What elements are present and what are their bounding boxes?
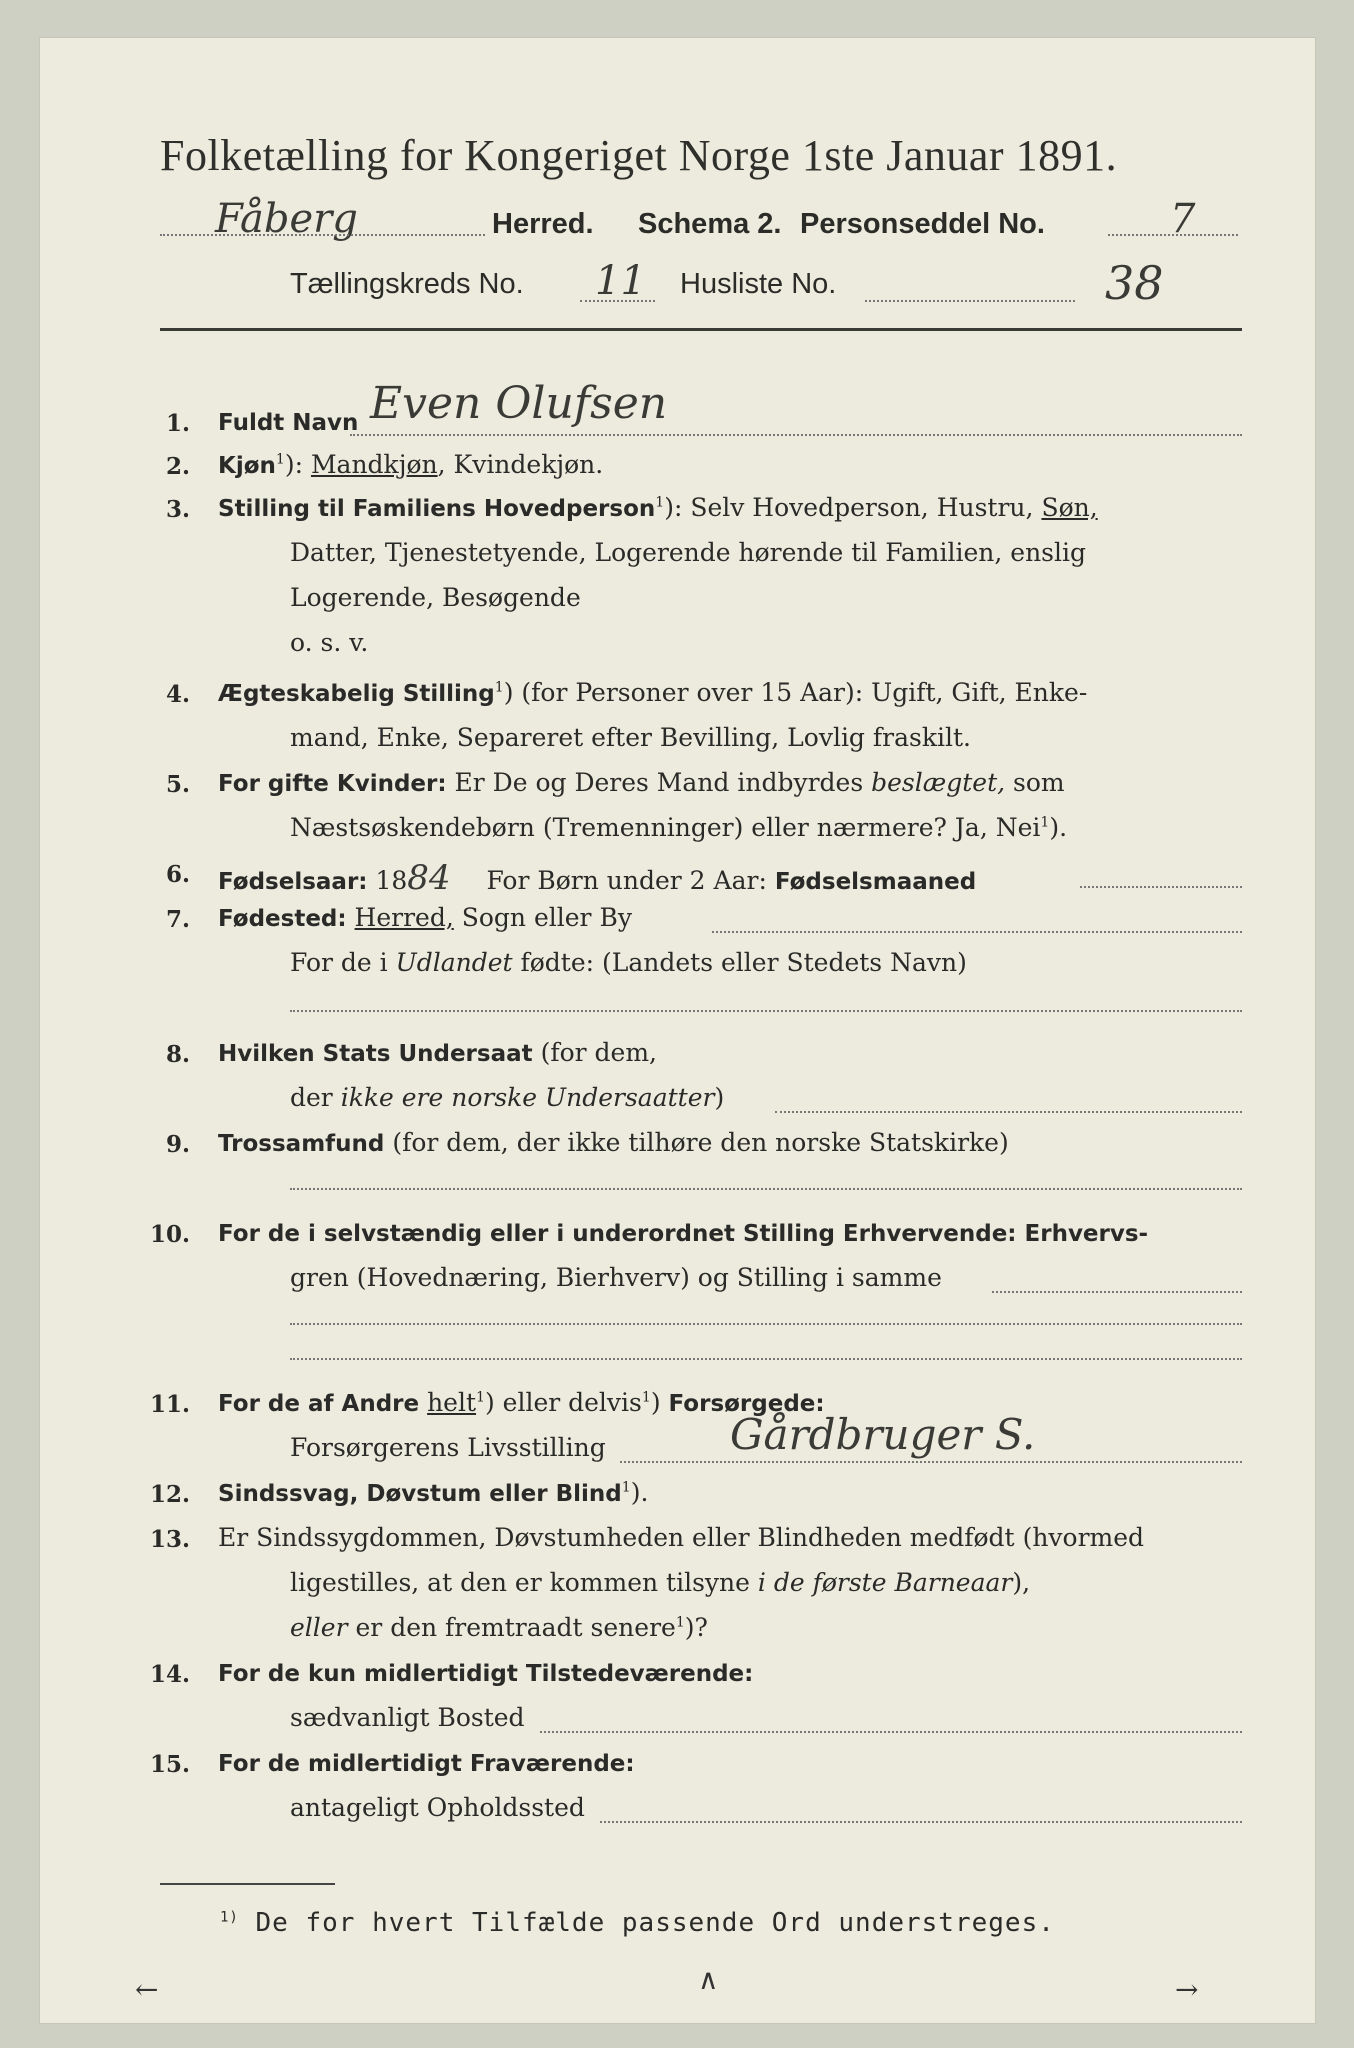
q7-line2 <box>290 948 967 977</box>
footnote <box>220 1908 1055 1938</box>
q12-line: Sindssvag, Døvstum eller Blind$^1$). <box>218 1478 649 1507</box>
q7-line2b: fødte: (Landets eller Stedets Navn) <box>520 948 967 977</box>
q15-line1 <box>218 1748 635 1777</box>
q7-number: 7. <box>165 906 190 933</box>
footnote-rule <box>160 1883 335 1885</box>
q2-line: Kjøn$^1$): Mandkjøn, Kvindekjøn. <box>218 450 604 479</box>
q9-line <box>218 1128 1009 1157</box>
q15-label: For de midlertidigt Fraværende: <box>218 1751 635 1777</box>
q9-number: 9. <box>165 1131 190 1158</box>
q11-number: 11. <box>149 1391 190 1418</box>
q13-line3: eller er den fremtraadt senere$^1$)? <box>290 1613 708 1642</box>
q6-rest: For Børn under 2 Aar: <box>486 866 767 895</box>
q1-dotted-line <box>350 434 1242 436</box>
q5-end: som <box>1013 768 1065 797</box>
q8-line1 <box>218 1038 657 1067</box>
q11-line1: For de af Andre helt$^1$) eller delvis$^1$) Forsørgede: <box>218 1388 825 1417</box>
q7-dotted-line <box>712 931 1242 933</box>
q7-line2a: For de i <box>290 948 388 977</box>
footnote-mark: 1) <box>220 1909 239 1926</box>
q6-prefix: 18 <box>375 866 408 895</box>
herred-dotted-line <box>160 234 485 236</box>
q11-rest: eller delvis <box>502 1388 642 1417</box>
husliste-label: Husliste No. <box>680 268 837 300</box>
q6-number: 6. <box>165 861 190 888</box>
schema-label: Schema 2. <box>638 208 782 240</box>
q12-label: Sindssvag, Døvstum eller Blind <box>218 1481 622 1507</box>
q14-line2: sædvanligt Bosted <box>290 1703 525 1732</box>
q5-line1 <box>218 768 1065 797</box>
q1-number: 1. <box>165 410 190 437</box>
q15-line2: antageligt Opholdssted <box>290 1793 585 1822</box>
q4-line2: mand, Enke, Separeret efter Bevilling, Lovlig fraskilt. <box>290 723 971 752</box>
q3-selected-son: Søn, <box>1041 493 1098 522</box>
header-rule <box>160 328 1242 331</box>
q13-rest: (hvormed <box>1022 1523 1145 1552</box>
q9-label: Trossamfund <box>218 1131 385 1157</box>
q7-dotted-line-2 <box>290 1010 1242 1012</box>
q3-options: Selv Hovedperson, Hustru, <box>690 493 1034 522</box>
q3-sup: 1 <box>655 494 665 511</box>
q2-option-kvindekjon: Kvindekjøn. <box>453 450 604 479</box>
q13-line2-text: ligestilles, at den er kommen tilsyne <box>290 1568 750 1597</box>
q10-label: For de i selvstændig eller i underordnet Stilling Erhvervende: Erhvervs- <box>218 1221 1149 1247</box>
q3-line4: o. s. v. <box>290 628 369 657</box>
q5-rest: Er De og Deres Mand indbyrdes <box>454 768 864 797</box>
q10-line1 <box>218 1218 1148 1247</box>
q7-selected-herred: Herred, <box>354 903 454 932</box>
q11-value: Gårdbruger S. <box>730 1410 1036 1459</box>
census-form-sheet <box>40 38 1315 2023</box>
kreds-label: Tællingskreds No. <box>290 268 524 300</box>
q11-label: For de af Andre <box>218 1391 420 1417</box>
q4-sup: 1 <box>494 679 504 696</box>
q11-line2: Forsørgerens Livsstilling <box>290 1433 606 1462</box>
herred-value: Fåberg <box>215 196 358 242</box>
footnote-text: De for hvert Tilfælde passende Ord understreges. <box>255 1908 1055 1938</box>
q7-line2-italic: Udlandet <box>395 948 513 977</box>
husliste-dotted-line <box>865 300 1075 302</box>
q5-line2: Næstsøskendebørn (Tremenninger) eller nærmere? Ja, Nei$^1$). <box>290 813 1068 842</box>
q8-rest: (for dem, <box>540 1038 657 1067</box>
kreds-dotted-line <box>580 300 655 302</box>
q5-line2-text: Næstsøskendebørn (Tremenninger) eller nærmere? Ja, Nei <box>290 813 1041 842</box>
corner-mark-left: ← <box>135 1973 159 2006</box>
q1-label: Fuldt Navn <box>218 410 359 436</box>
q8-line2a: der <box>290 1083 333 1112</box>
q5-number: 5. <box>165 771 190 798</box>
q6-label: Fødselsaar: <box>218 869 368 895</box>
q10-dotted-line <box>992 1291 1242 1293</box>
q14-line1 <box>218 1658 753 1687</box>
corner-mark-right: → <box>1175 1973 1199 2006</box>
q12-number: 12. <box>149 1481 190 1508</box>
q13-label: Er Sindssygdommen, Døvstumheden eller Blindheden medfødt <box>218 1523 1015 1552</box>
q6-dotted-line <box>1080 886 1242 888</box>
q2-option-mandkjon: Mandkjøn <box>310 450 438 479</box>
q3-line3: Logerende, Besøgende <box>290 583 581 612</box>
q11-dotted-line <box>620 1461 1242 1463</box>
q10-line2: gren (Hovednæring, Bierhverv) og Stilling i samme <box>290 1263 942 1292</box>
q8-line2-italic: ikke ere norske Undersaatter <box>340 1083 715 1112</box>
q5-italic: beslægtet, <box>871 768 1006 797</box>
q7-label: Fødested: <box>218 906 347 932</box>
q6-bold: Fødselsmaaned <box>774 869 977 895</box>
q2-number: 2. <box>165 453 190 480</box>
husliste-value: 38 <box>1105 256 1164 310</box>
q15-number: 15. <box>149 1751 190 1778</box>
q6-line <box>218 858 976 898</box>
q9-dotted-line <box>290 1188 1242 1190</box>
q2-label: Kjøn <box>218 453 276 479</box>
q11-selected-helt: helt <box>427 1388 477 1417</box>
q3-line1: Stilling til Familiens Hovedperson$^1$): Selv Hovedperson, Hustru, Søn, <box>218 493 1098 522</box>
q8-dotted-line <box>775 1111 1242 1113</box>
q13-line3-text: er den fremtraadt senere <box>355 1613 676 1642</box>
q7-line1 <box>218 903 632 932</box>
q8-label: Hvilken Stats Undersaat <box>218 1041 533 1067</box>
personseddel-label: Personseddel No. <box>800 208 1045 240</box>
q14-dotted-line <box>540 1731 1242 1733</box>
q13-number: 13. <box>149 1526 190 1553</box>
q14-label: For de kun midlertidigt Tilstedeværende: <box>218 1661 754 1687</box>
personseddel-value: 7 <box>1170 196 1196 242</box>
q13-line2-italic: i de første Barneaar <box>757 1568 1013 1597</box>
q4-line1: Ægteskabelig Stilling$^1$) (for Personer over 15 Aar): Ugift, Gift, Enke- <box>218 678 1088 707</box>
q6-year-value: 84 <box>407 858 451 898</box>
q10-dotted-line-2 <box>290 1323 1242 1325</box>
q3-line2: Datter, Tjenestetyende, Logerende hørende til Familien, enslig <box>290 538 1087 567</box>
q8-line2: der ikke ere norske Undersaatter) <box>290 1083 725 1112</box>
herred-label: Herred. <box>492 208 594 240</box>
q13-line2: ligestilles, at den er kommen tilsyne i de første Barneaar), <box>290 1568 1031 1597</box>
q14-number: 14. <box>149 1661 190 1688</box>
corner-mark-center: ∧ <box>698 1963 719 1996</box>
q1-name-value: Even Olufsen <box>370 378 668 429</box>
q10-number: 10. <box>149 1221 190 1248</box>
q9-rest: (for dem, der ikke tilhøre den norske Statskirke) <box>392 1128 1009 1157</box>
form-title: Folketælling for Kongeriget Norge 1ste Januar 1891. <box>160 131 1118 180</box>
q15-dotted-line <box>600 1821 1242 1823</box>
q13-line1 <box>218 1523 1144 1552</box>
q3-number: 3. <box>165 496 190 523</box>
q5-label: For gifte Kvinder: <box>218 771 447 797</box>
q2-sup: 1 <box>275 451 285 468</box>
q4-label: Ægteskabelig Stilling <box>218 681 495 707</box>
q3-label: Stilling til Familiens Hovedperson <box>218 496 656 522</box>
q11-bold: Forsørgede: <box>668 1391 825 1417</box>
q7-rest: Sogn eller By <box>461 903 632 932</box>
q8-number: 8. <box>165 1041 190 1068</box>
q13-line3-italic: eller <box>290 1613 348 1642</box>
q4-rest: (for Personer over 15 Aar): Ugift, Gift, Enke- <box>521 678 1088 707</box>
q10-dotted-line-3 <box>290 1358 1242 1360</box>
kreds-value: 11 <box>595 258 646 304</box>
q4-number: 4. <box>165 681 190 708</box>
